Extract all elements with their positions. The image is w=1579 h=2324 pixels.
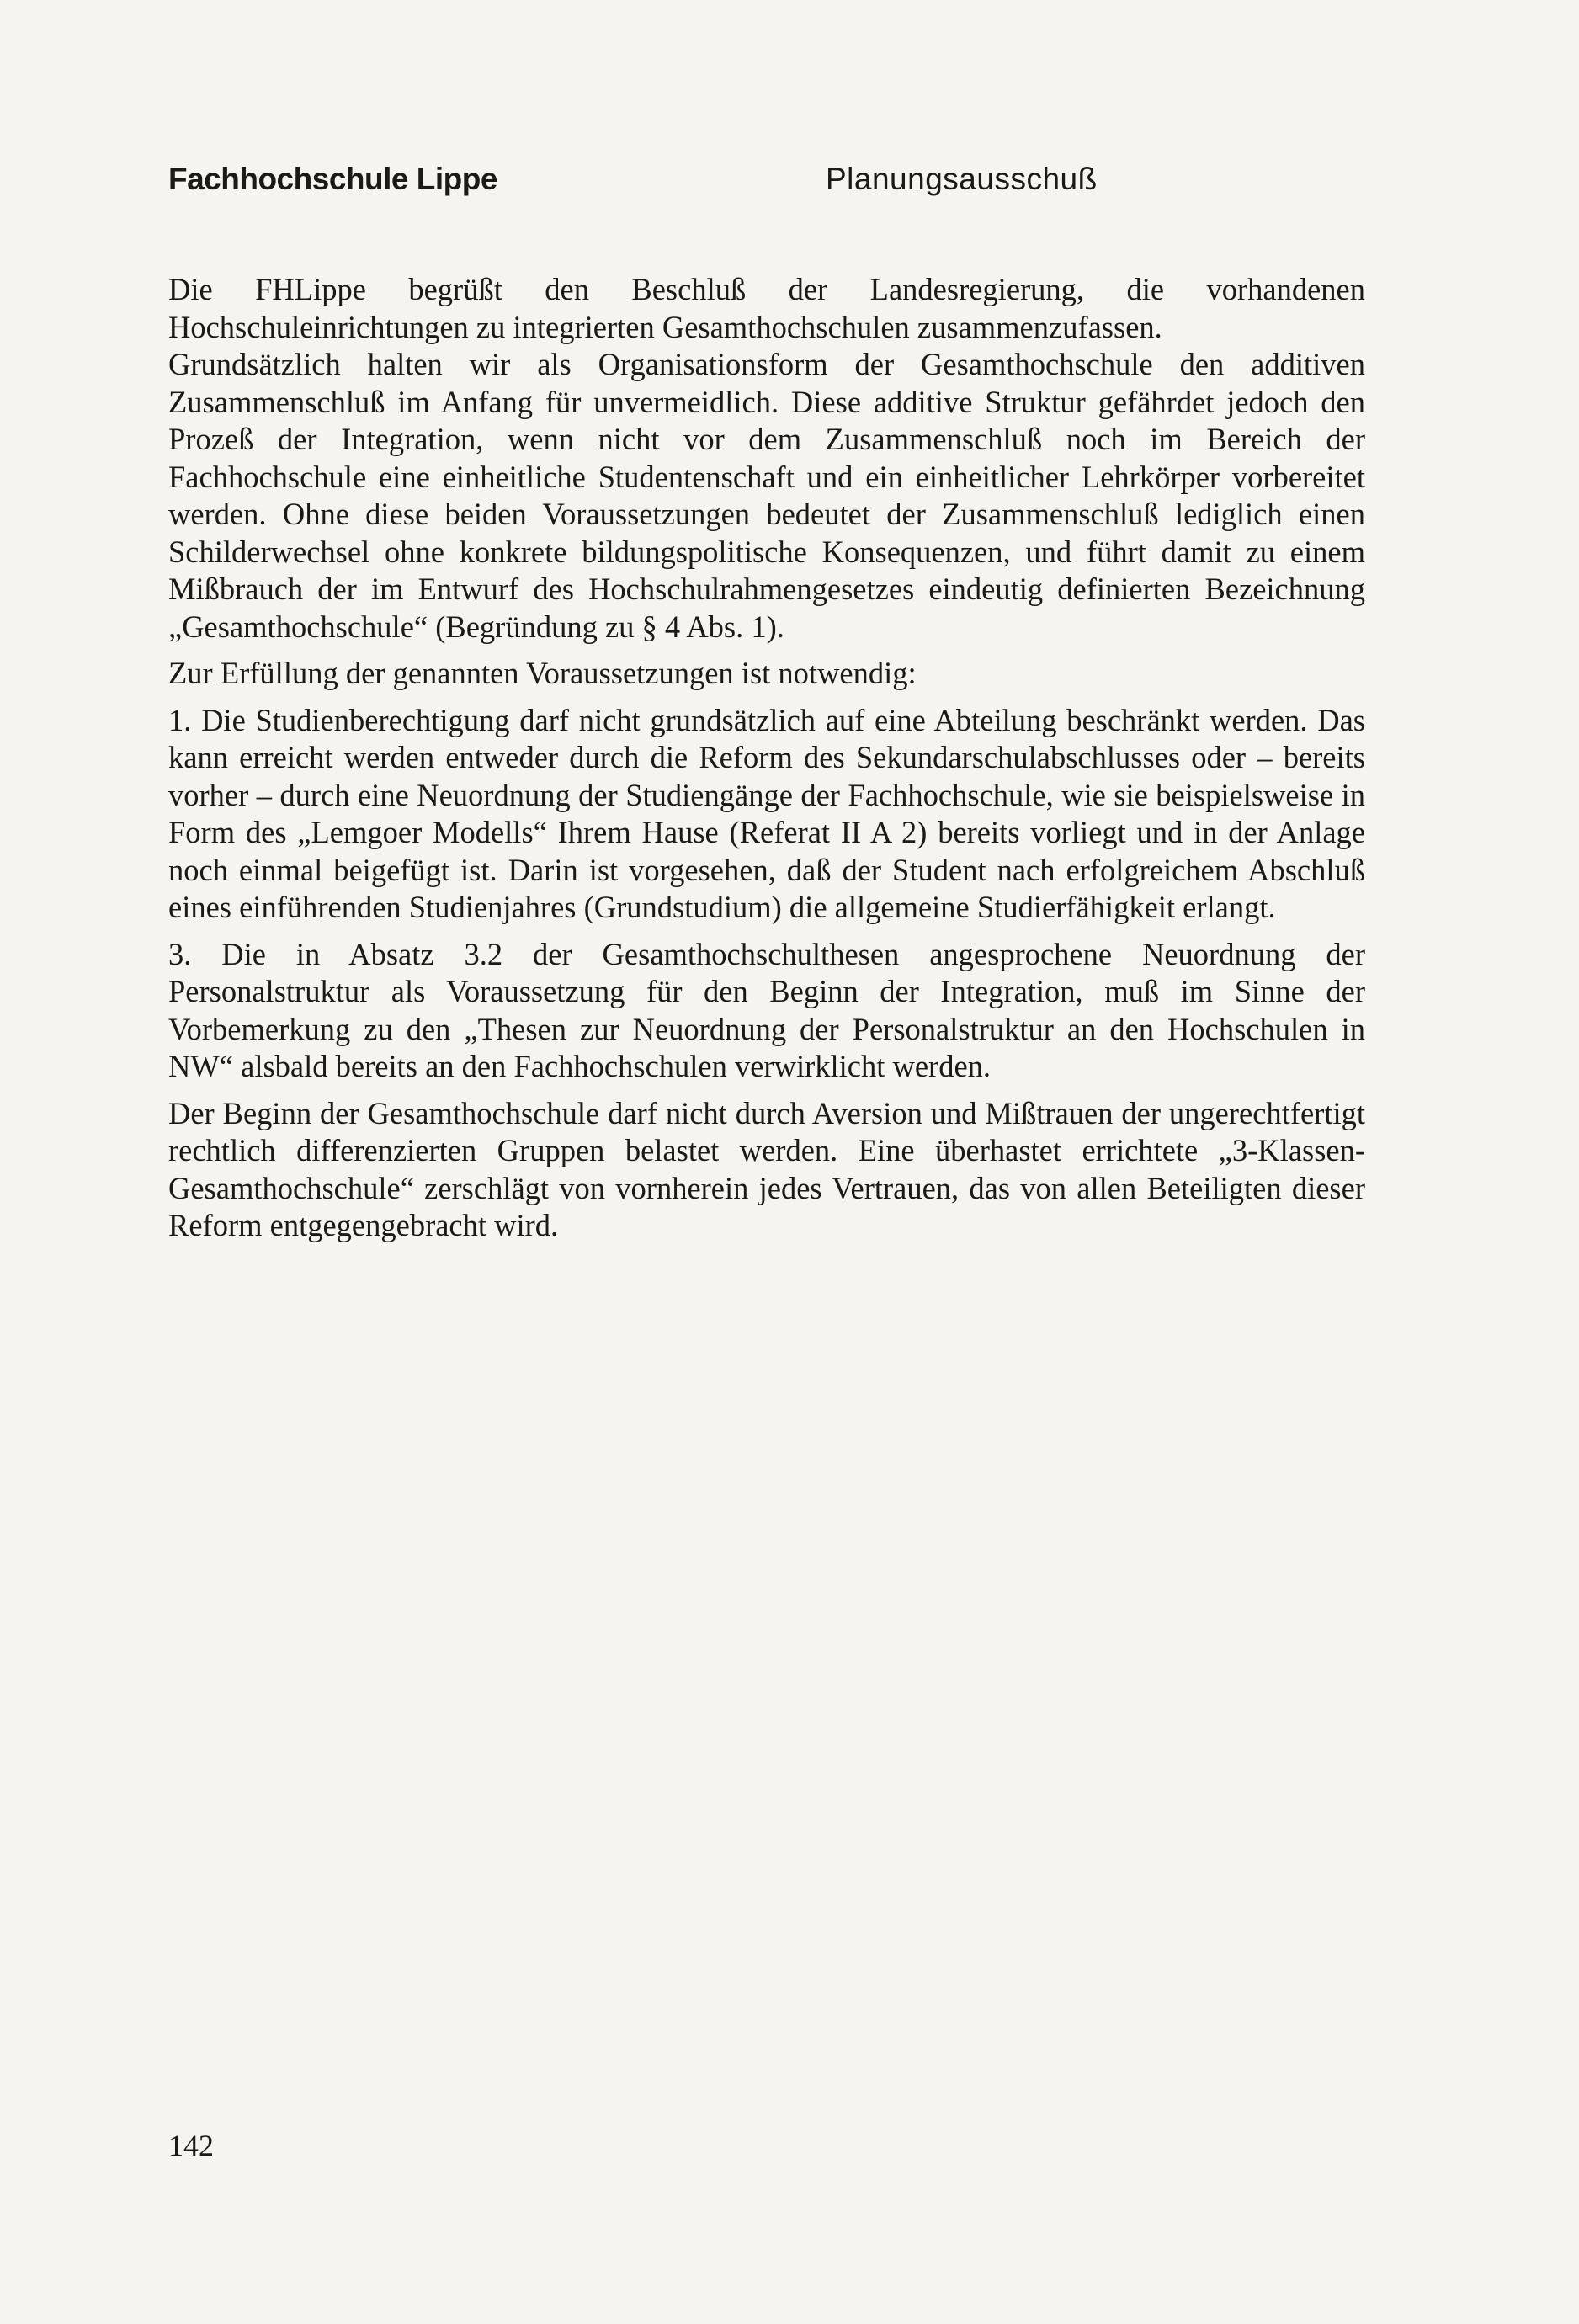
header-institution: Fachhochschule Lippe [168,162,497,196]
paragraph-requirements-intro: Zur Erfüllung der genannten Voraussetzungen ist notwendig: [168,656,917,690]
paragraph-point-3: 3. Die in Absatz 3.2 der Gesamthochschulthesen angesprochene Neuordnung der Personalstruktur als Voraussetzung für den Beginn der Integration, muß im Sinne der Vorbemerkung zu den „Thesen zur Neuordnung der Personalstruktur an den Hochschulen in NW“ alsbald bereits an den Fachhochschulen verwirklicht werden. [168,936,1365,1083]
body-text [168,271,1365,1245]
page-number: 142 [168,2129,214,2162]
paragraph-intro: Die FHLippe begrüßt den Beschluß der Landesregierung, die vorhandenen Hochschuleinrichtungen zu integrierten Gesamthochschulen zusammenzufassen. [168,272,1365,344]
paragraph-point-1: 1. Die Studienberechtigung darf nicht grundsätzlich auf eine Abteilung beschränkt werden. Das kann erreicht werden entweder durch die Reform des Sekundarschulabschlusses oder – bereits vorher – durch eine Neuordnung der Studiengänge der Fachhochschule, wie sie beispielsweise in Form des „Lemgoer Modells“ Ihrem Hause (Referat II A 2) bereits vorliegt und in der Anlage noch einmal beigefügt ist. Darin ist vorgesehen, daß der Student nach erfolgreichem Abschluß eines einführenden Studienjahres (Grundstudium) die allgemeine Studierfähigkeit erlangt. [168,702,1365,924]
paragraph-conclusion: Der Beginn der Gesamthochschule darf nicht durch Aversion und Mißtrauen der ungerechtfertigt rechtlich differenzierten Gruppen belastet werden. Eine überhastet errichtete „3-Klassen-Gesamthochschule“ zerschlägt von vornherein jedes Vertrauen, das von allen Beteiligten dieser Reform entgegengebracht wird. [168,1095,1365,1242]
paragraph-additive-structure: Grundsätzlich halten wir als Organisationsform der Gesamthochschule den additiven Zusammenschluß im Anfang für unvermeidlich. Diese additive Struktur gefährdet jedoch den Prozeß der Integration, wenn nicht vor dem Zusammenschluß noch im Bereich der Fachhochschule eine einheitliche Studentenschaft und ein einheitlicher Lehrkörper vorbereitet werden. Ohne diese beiden Voraussetzungen bedeutet der Zusammenschluß lediglich einen Schilderwechsel ohne konkrete bildungspolitische Konsequenzen, und führt damit zu einem Mißbrauch der im Entwurf des Hochschulrahmengesetzes eindeutig definierten Bezeichnung „Gesamthochschule“ (Begründung zu § 4 Abs. 1). [168,347,1365,644]
header-committee: Planungsausschuß [826,162,1098,196]
